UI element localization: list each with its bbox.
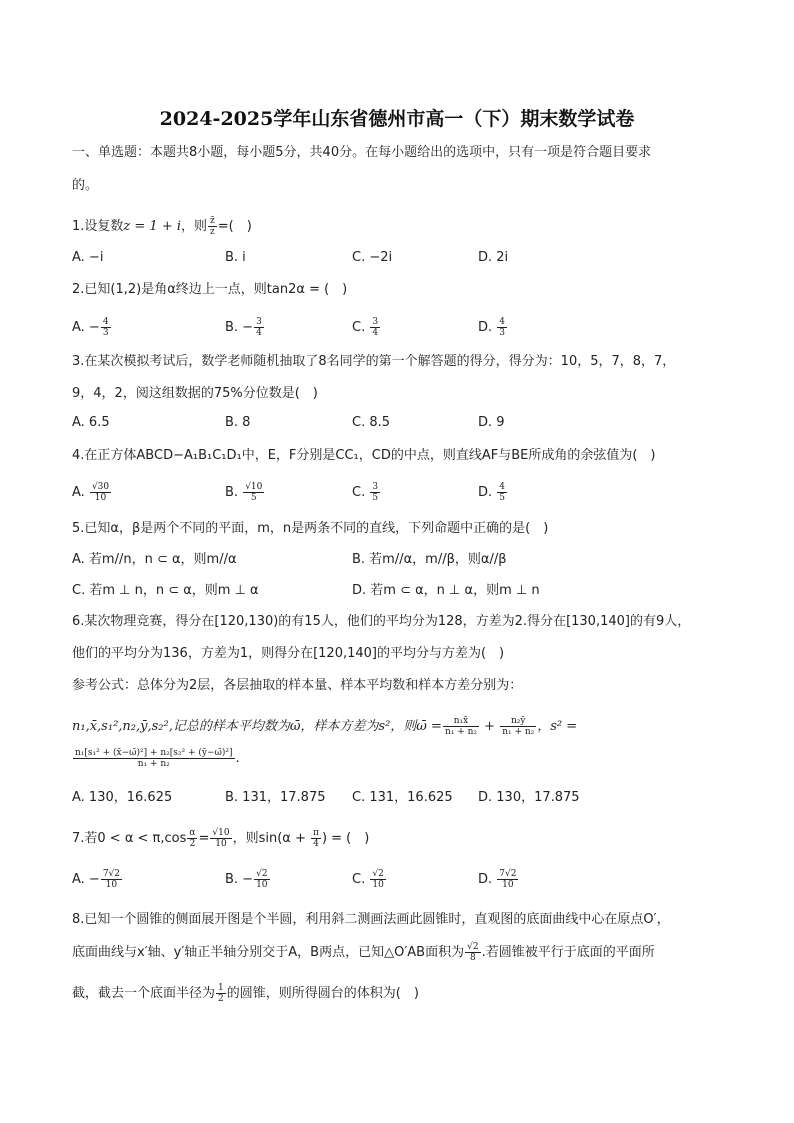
question-3-option-c: C. 8.5 bbox=[352, 415, 391, 430]
question-4-stem: 4.在正方体ABCD−A₁B₁C₁D₁中，E，F分别是CC₁，CD的中点，则直线AF与BE所成角的余弦值为( ) bbox=[72, 448, 656, 463]
question-6-option-c: C. 131，16.625 bbox=[352, 790, 453, 805]
question-6-stem-line-2: 他们的平均分为136，方差为1，则得分在[120,140]的平均分与方差为( ) bbox=[72, 646, 505, 661]
question-1-option-d: D. 2i bbox=[478, 250, 509, 265]
section-instruction-tail: 的。 bbox=[72, 178, 99, 193]
question-2-option-c: C. $\frac{3}{4}$ bbox=[352, 317, 379, 338]
question-6-formula-mean: n₁,x̄,s₁²,n₂,ȳ,s₂²,记总的样本平均数为ω̄，样本方差为s²，则ω̄ = $\frac{\text{n₁x̄}}{\text{n₁ + n₂}}$ + $\frac{\text{n₂ȳ}}{\text{n₁ + n₂}}$ ，s² = bbox=[72, 716, 578, 737]
question-5-option-b: B. 若m//α，m//β，则α//β bbox=[352, 552, 507, 567]
question-2-option-b: B. − $\frac{3}{4}$ bbox=[225, 317, 262, 338]
question-8-stem-line-2: 底面曲线与x′轴、y′轴正半轴分别交于A，B两点，已知△O′AB面积为 $\frac{√2}{8}$ .若圆锥被平行于底面的平面所 bbox=[72, 942, 655, 963]
question-3-stem-line-1: 3.在某次模拟考试后，数学老师随机抽取了8名同学的第一个解答题的得分，得分为：10，5，7，8，7， bbox=[72, 354, 676, 369]
question-8-stem-line-3: 截，截去一个底面半径为 $\frac{1}{2}$ 的圆锥，则所得圆台的体积为( ) bbox=[72, 983, 419, 1004]
question-6-option-a: A. 130，16.625 bbox=[72, 790, 173, 805]
question-2-option-a: A. − $\frac{4}{3}$ bbox=[72, 317, 109, 338]
question-3-option-a: A. 6.5 bbox=[72, 415, 110, 430]
question-6-formula-variance: $\frac{\text{n₁[s₁² + (x̄−ω̄)²] + n₂[s₂² + (ȳ−ω̄)²]}}{\text{n₁ + n₂}}$ . bbox=[75, 748, 240, 769]
question-7-option-a: A. − $\frac{7√2}{10}$ bbox=[72, 869, 121, 890]
question-6-option-d: D. 130，17.875 bbox=[478, 790, 580, 805]
question-2-stem: 2.已知(1,2)是角α终边上一点，则tan2α = ( ) bbox=[72, 282, 348, 297]
question-4-option-b: B. $\frac{√10}{5}$ bbox=[225, 482, 263, 503]
question-1-option-a: A. −i bbox=[72, 250, 104, 265]
question-4-option-c: C. $\frac{3}{5}$ bbox=[352, 482, 379, 503]
question-4-option-d: D. $\frac{4}{5}$ bbox=[478, 482, 506, 503]
question-6-reference: 参考公式：总体分为2层，各层抽取的样本量、样本平均数和样本方差分别为： bbox=[72, 678, 523, 693]
question-3-option-d: D. 9 bbox=[478, 415, 505, 430]
question-5-stem: 5.已知α，β是两个不同的平面，m，n是两条不同的直线，下列命题中正确的是( ) bbox=[72, 521, 549, 536]
page-title: 2024-2025学年山东省德州市高一（下）期末数学试卷 bbox=[159, 108, 635, 130]
question-3-option-b: B. 8 bbox=[225, 415, 251, 430]
question-5-option-c: C. 若m ⊥ n，n ⊂ α，则m ⊥ α bbox=[72, 583, 259, 598]
question-8-stem-line-1: 8.已知一个圆锥的侧面展开图是个半圆，利用斜二测画法画此圆锥时，直观图的底面曲线中心在原点O′， bbox=[72, 912, 670, 927]
question-5-option-a: A. 若m//n，n ⊂ α，则m//α bbox=[72, 552, 237, 567]
question-6-stem-line-1: 6.某次物理竞赛，得分在[120,130)的有15人，他们的平均分为128，方差为2.得分在[130,140]的有9人， bbox=[72, 614, 691, 629]
question-7-option-b: B. − $\frac{√2}{10}$ bbox=[225, 869, 268, 890]
question-7-option-d: D. $\frac{7√2}{10}$ bbox=[478, 869, 517, 890]
question-1-option-c: C. −2i bbox=[352, 250, 393, 265]
question-5-option-d: D. 若m ⊂ α，n ⊥ α，则m ⊥ n bbox=[352, 583, 540, 598]
question-7-stem: 7.若0 < α < π,cos $\frac{\alpha}{2}$ = $\frac{√10}{10}$ ，则sin(α + $\frac{\pi}{4}$ ) = ( ) bbox=[72, 828, 370, 849]
question-1-stem: 1.设复数z = 1 + i，则 $\frac{z̄}{z}$ =( ) bbox=[72, 216, 252, 237]
question-6-option-b: B. 131，17.875 bbox=[225, 790, 326, 805]
question-7-option-c: C. $\frac{√2}{10}$ bbox=[352, 869, 384, 890]
question-4-option-a: A. $\frac{√30}{10}$ bbox=[72, 482, 110, 503]
question-3-stem-line-2: 9，4，2，阅这组数据的75%分位数是( ) bbox=[72, 386, 318, 401]
question-1-option-b: B. i bbox=[225, 250, 246, 265]
question-2-option-d: D. $\frac{4}{3}$ bbox=[478, 317, 506, 338]
section-instruction: 一、单选题：本题共8小题，每小题5分，共40分。在每小题给出的选项中，只有一项是符合题目要求 bbox=[72, 145, 652, 160]
fraction: $\frac{z̄}{z}$ bbox=[210, 216, 215, 237]
